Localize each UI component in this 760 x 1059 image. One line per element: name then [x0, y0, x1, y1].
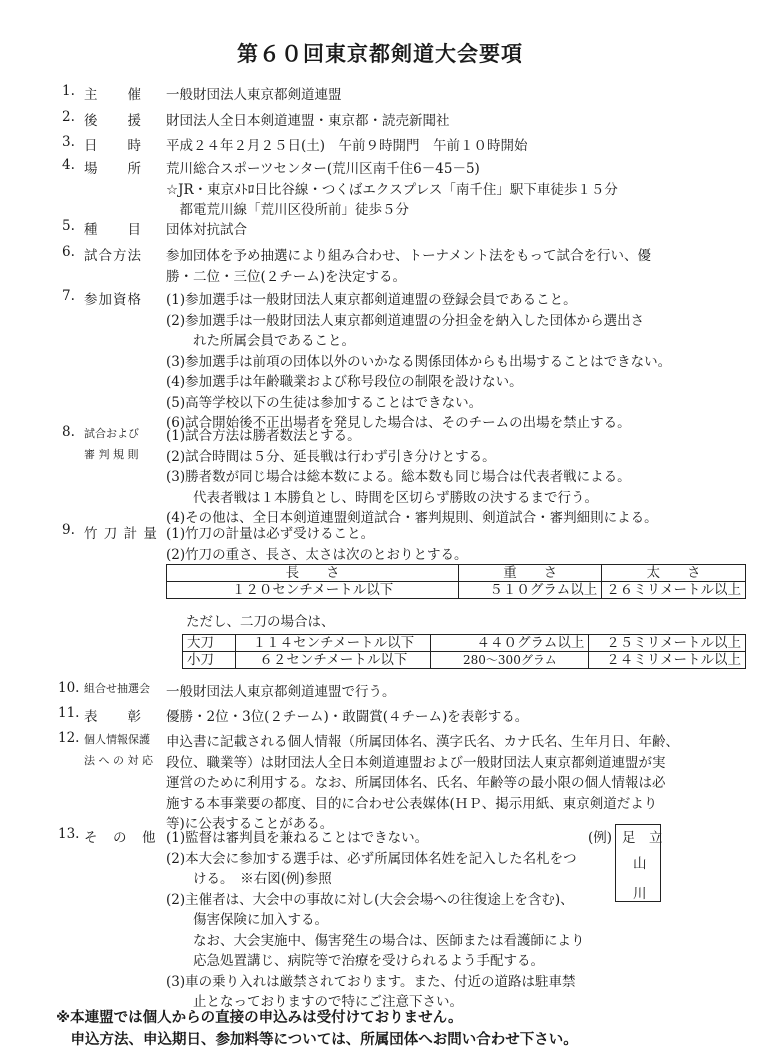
item-text: 団体対抗試合: [166, 222, 247, 238]
item-label: 竹 刀 計 量: [84, 526, 158, 542]
item-text: (1)監督は審判員を兼ねることはできない。: [166, 830, 429, 846]
table-header: 太 さ: [602, 565, 746, 582]
item-text: 施する本事業要の都度、目的に合わせ公表媒体(ＨＰ、掲示用紙、東京剣道だより: [166, 795, 658, 812]
item-text: (4)その他は、全日本剣道連盟剣道試合・審判規則、剣道試合・審判細則による。: [166, 510, 658, 526]
item-number: 13.: [58, 826, 80, 842]
item-label: 表 彰: [84, 709, 142, 725]
item-text: (5)高等学校以下の生徒は参加することはできない。: [166, 394, 483, 411]
notice-text: 申込方法、申込期日、参加料等については、所属団体へお問い合わせ下さい。: [56, 1032, 578, 1048]
table-cell: ６２センチメートル以下: [236, 652, 431, 669]
item-label: 法 へ の 対 応: [84, 753, 153, 767]
item-text: (2)試合時間は５分、延長戦は行わず引き分けとする。: [166, 448, 496, 465]
item-number: 6.: [62, 244, 75, 260]
item-label: 組合せ抽選会: [84, 682, 150, 695]
example-char: 川: [633, 886, 647, 902]
item-text: 傷害保険に加入する。: [166, 912, 328, 928]
item-text: (1)試合方法は勝者数法とする。: [166, 428, 361, 444]
item-text: 申込書に記載される個人情報（所属団体名、漢字氏名、カナ氏名、生年月日、年齢、: [166, 734, 679, 750]
notice-text: ※本連盟では個人からの直接の申込みは受付けておりません。: [56, 1010, 463, 1026]
item-label: 試合および: [84, 427, 139, 440]
nito-note: ただし、二刀の場合は、: [186, 614, 335, 630]
page-title: 第６０回東京都剣道大会要項: [237, 42, 523, 66]
item-text: 代表者戦は１本勝負とし、時間を区切らず勝敗の決するまで行う。: [166, 489, 598, 506]
example-char: 足 立: [622, 830, 663, 846]
table-cell: ４４０グラム以上: [431, 635, 589, 652]
table-cell: 280～300グラム: [431, 652, 589, 669]
shinai-spec-table: [166, 564, 746, 599]
item-number: 8.: [62, 424, 75, 440]
item-number: 4.: [62, 157, 75, 173]
item-number: 7.: [62, 288, 75, 304]
item-number: 12.: [58, 730, 80, 746]
item-text: 平成２４年２月２５日(土) 午前９時開門 午前１０時開始: [166, 138, 528, 154]
item-text: なお、大会実施中、傷害発生の場合は、医師または看護師により: [166, 932, 585, 949]
item-text: (6)試合開始後不正出場者を発見した場合は、そのチームの出場を禁止する。: [166, 415, 631, 431]
item-text: 一般財団法人東京都剣道連盟: [166, 87, 342, 103]
item-text: (3)勝者数が同じ場合は総本数による。総本数も同じ場合は代表者戦による。: [166, 469, 631, 485]
item-label: 種 目: [84, 222, 142, 238]
table-header: 重 さ: [459, 565, 602, 582]
item-text: れた所属会員であること。: [166, 333, 355, 349]
example-char: 山: [633, 856, 647, 872]
item-label: 日 時: [84, 138, 142, 154]
example-name-tag: [615, 824, 661, 902]
table-cell: ５１０グラム以上: [459, 582, 602, 599]
item-number: 9.: [62, 522, 75, 538]
item-text: (3)車の乗り入れは厳禁されております。また、付近の道路は駐車禁: [166, 973, 576, 990]
table-cell: 小刀: [183, 652, 236, 669]
item-text: 止となっておりますので特にご注意下さい。: [166, 994, 463, 1010]
item-text: (4)参加選手は年齢職業および称号段位の制限を設けない。: [166, 374, 523, 390]
table-cell: ２５ミリメートル以上: [589, 635, 746, 652]
item-text: ける。 ※右図(例)参照: [166, 871, 332, 887]
table-cell: ２４ミリメートル以上: [589, 652, 746, 669]
item-text: (1)参加選手は一般財団法人東京都剣道連盟の登録会員であること。: [166, 292, 577, 308]
item-text: 等)に公表することがある。: [166, 816, 334, 832]
item-label: 試合方法: [84, 248, 142, 264]
item-number: 1.: [62, 83, 75, 99]
item-text: 勝・二位・三位(２チーム)を決定する。: [166, 268, 407, 285]
item-number: 10.: [58, 680, 80, 696]
item-text: (2)竹刀の重さ、長さ、太さは次のとおりとする。: [166, 546, 468, 563]
example-label: (例): [588, 830, 613, 846]
item-text: 都電荒川線「荒川区役所前」徒歩５分: [166, 202, 409, 218]
item-label: そ の 他: [84, 830, 157, 846]
table-cell: １１４センチメートル以下: [236, 635, 431, 652]
item-number: 5.: [62, 218, 75, 234]
item-text: (2)本大会に参加する選手は、必ず所属団体名姓を記入した名札をつ: [166, 850, 577, 867]
item-number: 3.: [62, 134, 75, 150]
item-text: 優勝・2位・3位(２チーム)・敢闘賞(４チーム)を表彰する。: [166, 709, 529, 725]
item-label: 参加資格: [84, 292, 142, 308]
item-label: 場 所: [84, 161, 142, 177]
item-label: 後 援: [84, 113, 142, 129]
item-text: (2)主催者は、大会中の事故に対し(大会会場への往復途上を含む)、: [166, 891, 574, 908]
item-text: 財団法人全日本剣道連盟・東京都・読売新聞社: [166, 113, 450, 129]
item-text: 一般財団法人東京都剣道連盟で行う。: [166, 684, 396, 700]
table-cell: 大刀: [183, 635, 236, 652]
nito-spec-table: [182, 634, 746, 669]
item-text: (1)竹刀の計量は必ず受けること。: [166, 526, 375, 542]
item-label: 審 判 規 則: [84, 447, 139, 461]
item-text: (3)参加選手は前項の団体以外のいかなる関係団体からも出場することはできない。: [166, 353, 672, 370]
item-label: 主 催: [84, 87, 142, 103]
item-number: 2.: [62, 109, 75, 125]
item-number: 11.: [58, 705, 80, 721]
item-label: 個人情報保護: [84, 733, 150, 746]
item-text: 段位、職業等）は財団法人全日本剣道連盟および一般財団法人東京都剣道連盟が実: [166, 754, 666, 771]
table-cell: １２０センチメートル以下: [167, 582, 459, 599]
item-text: ☆JR・東京ﾒﾄﾛ日比谷線・つくばエクスプレス「南千住」駅下車徒歩１５分: [166, 181, 618, 198]
item-text: 運営のために利用する。なお、所属団体名、氏名、年齢等の最小限の個人情報は必: [166, 775, 666, 791]
item-text: 参加団体を予め抽選により組み合わせ、トーナメント法をもって試合を行い、優: [166, 248, 652, 264]
item-text: (2)参加選手は一般財団法人東京都剣道連盟の分担金を納入した団体から選出さ: [166, 312, 645, 329]
table-header: 長 さ: [167, 565, 459, 582]
item-text: 荒川総合スポーツセンター(荒川区南千住6－45－5): [166, 161, 480, 177]
table-cell: ２６ミリメートル以上: [602, 582, 746, 599]
item-text: 応急処置講じ、病院等で治療を受けられるよう手配する。: [166, 953, 544, 969]
